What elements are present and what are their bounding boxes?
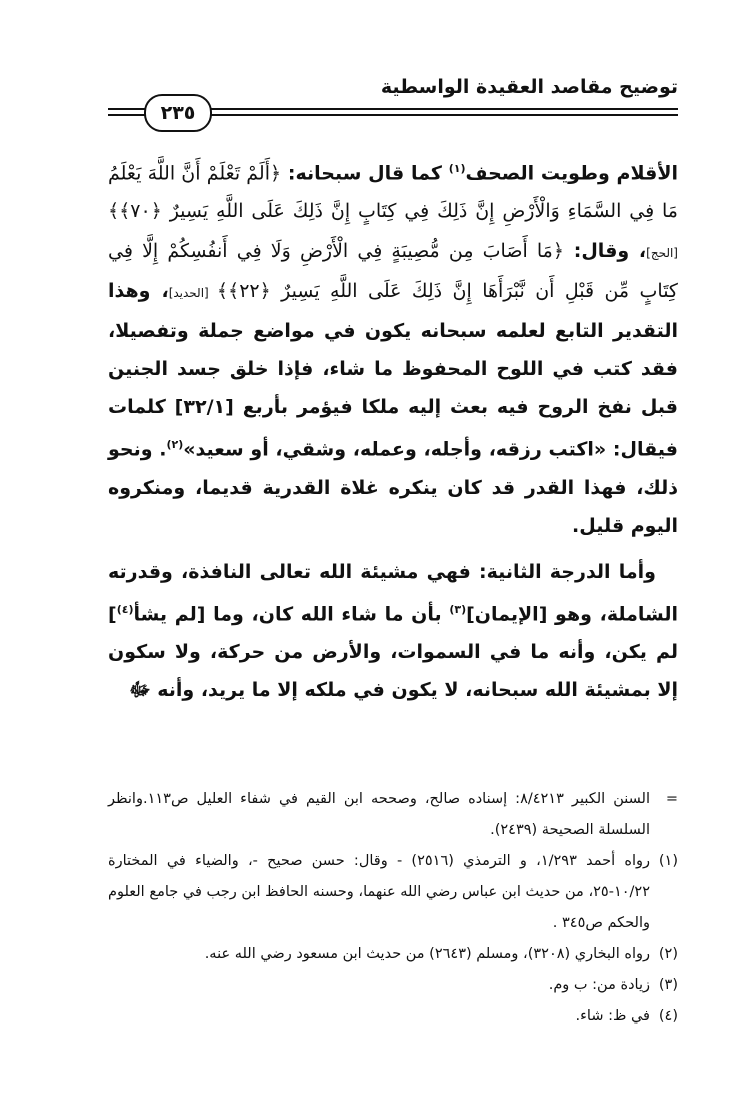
surah-reference-hajj: [الحج] bbox=[646, 246, 678, 261]
footnote-number: (١) bbox=[658, 853, 678, 869]
footnote-text: رواه أحمد ١/٢٩٣، و الترمذي (٢٥١٦) - وقال: حسن صحيح -، والضياء في المختارة ١٠/٢٢-٢٥، من حديث ابن عباس رضي الله عنهما، وحسنه الحافظ ابن رجب في جامع العلوم والحكم ص٣٤٥ . bbox=[108, 853, 650, 931]
footnote-4 bbox=[108, 1001, 678, 1032]
footnote-text: السنن الكبير ٨/٤٢١٣: إسناده صالح، وصححه ابن القيم في شفاء العليل ص١١٣.وانظر السلسلة الصحيحة (٢٤٣٩). bbox=[108, 791, 650, 838]
text-segment: . ونحو ذلك، فهذا القدر قد كان ينكره غلاة القدرية قديما، ومنكروه اليوم قليل. bbox=[108, 438, 678, 537]
footnote-text: زيادة من: ب وم. bbox=[548, 977, 650, 993]
quran-verse-hadid: ﴿مَا أَصَابَ مِن مُّصِيبَةٍ فِي الْأَرْضِ وَلَا فِي أَنفُسِكُمْ إِلَّا فِي كِتَابٍ مِّن قَبْلِ أَن نَّبْرَأَهَا إِنَّ ذَلِكَ عَلَى اللَّهِ يَسِيرٌ ﴿٢٢﴾﴾ bbox=[108, 240, 678, 303]
text-segment: ] لم يكن، وأنه ما في السموات، والأرض من حركة، ولا سكون إلا بمشيئة الله سبحانه، لا يكون في ملكه إلا ما يريد، وأنه ﷻ bbox=[108, 602, 678, 701]
header-rule-left-top bbox=[108, 108, 146, 110]
footnote-3 bbox=[108, 970, 678, 1001]
footnote-continued bbox=[108, 784, 678, 846]
header-rule-top bbox=[208, 108, 678, 110]
surah-reference-hadid: [الحديد] bbox=[168, 286, 217, 301]
header-rule-bottom bbox=[208, 114, 678, 116]
footnote-number: (٢) bbox=[658, 946, 678, 962]
header-rule-left-bottom bbox=[108, 114, 146, 116]
page-number: ٢٣٥ bbox=[144, 94, 212, 132]
footnote-number: (٣) bbox=[658, 977, 678, 993]
footnote-marker-2: (٢) bbox=[166, 438, 184, 452]
text-segment: الأقلام وطويت الصحف bbox=[465, 162, 678, 185]
footnote-2 bbox=[108, 939, 678, 970]
footnotes bbox=[108, 784, 678, 1032]
footnote-marker-4: (٤) bbox=[116, 602, 134, 616]
footnote-marker-1: (١) bbox=[448, 162, 466, 175]
text-segment: ، وقال: bbox=[564, 240, 647, 263]
main-text bbox=[108, 150, 678, 709]
footnote-text: في ظ: شاء. bbox=[575, 1008, 650, 1024]
text-segment: وأما الدرجة الثانية: فهي مشيئة الله تعالى النافذة، وقدرته الشاملة، وهو [الإيمان] bbox=[108, 560, 678, 625]
quran-verse-hajj: ﴿أَلَمْ تَعْلَمْ أَنَّ اللَّهَ يَعْلَمُ مَا فِي السَّمَاءِ وَالْأَرْضِ إِنَّ ذَلِكَ فِي كِتَابٍ إِنَّ ذَلِكَ عَلَى اللَّهِ يَسِيرٌ ﴿٧٠﴾﴾ bbox=[108, 162, 678, 223]
page-header bbox=[108, 68, 678, 128]
footnote-marker-3: (٣) bbox=[449, 602, 467, 616]
text-segment: كما قال سبحانه: bbox=[281, 162, 449, 185]
footnote-text: رواه البخاري (٣٢٠٨)، ومسلم (٢٦٤٣) من حديث ابن مسعود رضي الله عنه. bbox=[204, 946, 650, 962]
paragraph-1 bbox=[108, 150, 678, 545]
paragraph-2 bbox=[108, 553, 678, 709]
footnote-number: (٤) bbox=[658, 1008, 678, 1024]
book-title: توضيح مقاصد العقيدة الواسطية bbox=[380, 76, 678, 98]
footnote-number: = bbox=[665, 791, 678, 807]
footnote-1 bbox=[108, 846, 678, 939]
text-segment: ، وهذا التقدير التابع لعلمه سبحانه يكون في مواضع جملة وتفصيلا، فقد كتب في اللوح المحفوظ ما شاء، فإذا خلق جسد الجنين قبل نفخ الروح فيه بعث إليه ملكا فيؤمر بأربع [٣٢/١] كلمات فيقال: «اكتب رزقه، وأجله، وعمله، وشقي، أو سعيد» bbox=[108, 280, 678, 461]
text-segment: بأن ما شاء الله كان، وما [لم يشأ bbox=[133, 602, 450, 625]
